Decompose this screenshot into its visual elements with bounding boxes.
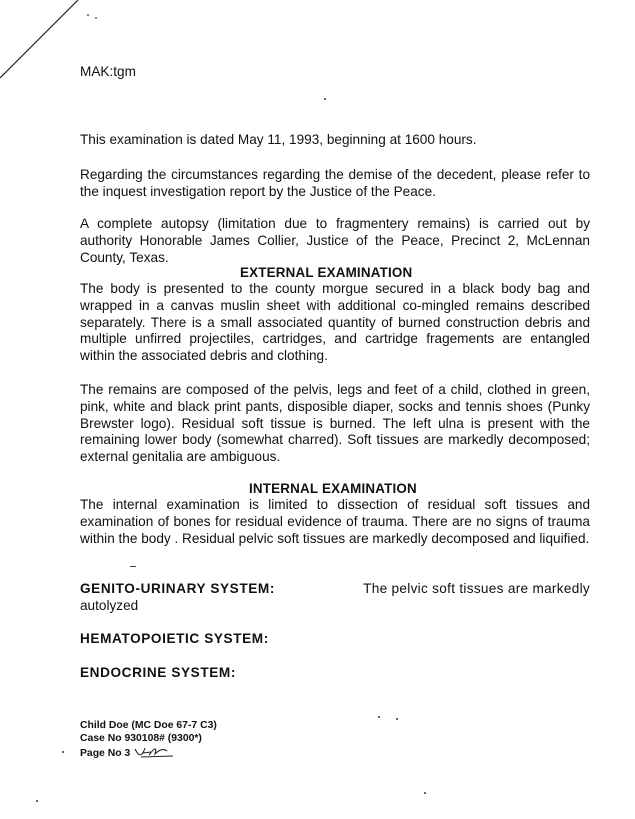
circumstances-paragraph: Regarding the circumstances regarding the demise of the decedent, please refer to the inquest investigation report by the Justice of the Peace. — [80, 167, 590, 199]
footer-line-2: Case No 930108# (9300*) — [80, 733, 202, 744]
genito-urinary-text: The pelvic soft tissues are markedly — [363, 581, 590, 596]
endocrine-label — [80, 665, 590, 682]
scan-speck — [62, 751, 64, 753]
hematopoietic-label-text: HEMATOPOIETIC SYSTEM: — [80, 631, 269, 646]
external-paragraph-2: The remains are composed of the pelvis, legs and feet of a child, clothed in green, pink, white and black print pants, disposible diaper, socks and tennis shoes (Punky Brewster logo). Residual soft tissue is burned. The left ulna is present with the remaining lower body (somewhat charred). Soft tissues are markedly decomposed; external genitalia are ambiguous. — [80, 382, 590, 465]
internal-examination-heading: INTERNAL EXAMINATION — [249, 481, 417, 496]
genito-urinary-row — [80, 581, 590, 598]
handwritten-initials-signature — [133, 745, 175, 759]
external-paragraph-1: The body is presented to the county morgue secured in a black body bag and wrapped in a canvas muslin sheet with additional co-mingled remains described separately. There is a small associated quantity of burned construction debris and multiple unfirred projectiles, cartridges, and cartridge fragements are entangled within the associated debris and clothing. — [80, 281, 590, 364]
footer-page-label: Page No 3 — [80, 748, 131, 759]
footer-case-info — [80, 719, 217, 760]
scan-speck — [36, 800, 38, 802]
footer-line-3 — [80, 745, 217, 760]
exam-date-paragraph: This examination is dated May 11, 1993, beginning at 1600 hours. — [80, 132, 477, 147]
authority-paragraph: A complete autopsy (limitation due to fragmentery remains) is carried out by authority Honorable James Collier, Justice of the Peace, Precinct 2, McLennan County, Texas. — [80, 216, 590, 265]
scan-speck — [424, 792, 426, 794]
scan-speck — [324, 98, 326, 100]
author-initials: MAK:tgm — [80, 64, 136, 79]
hematopoietic-label — [80, 631, 590, 648]
genito-urinary-label: GENITO-URINARY SYSTEM: — [80, 581, 275, 596]
genito-urinary-section — [80, 581, 590, 615]
internal-paragraph: The internal examination is limited to dissection of residual soft tissues and examination of bones for residual evidence of trauma. There are no signs of trauma within the body . Residual pelvic soft tissues are markedly decomposed and liquified. — [80, 497, 590, 546]
footer-line-1: Child Doe (MC Doe 67-7 C3) — [80, 720, 217, 731]
scan-speck — [378, 716, 380, 718]
scan-dash — [130, 566, 136, 567]
external-examination-heading: EXTERNAL EXAMINATION — [240, 265, 413, 280]
endocrine-label-text: ENDOCRINE SYSTEM: — [80, 665, 236, 680]
genito-urinary-text-continued: autolyzed — [80, 597, 139, 613]
scan-speck — [396, 718, 398, 720]
